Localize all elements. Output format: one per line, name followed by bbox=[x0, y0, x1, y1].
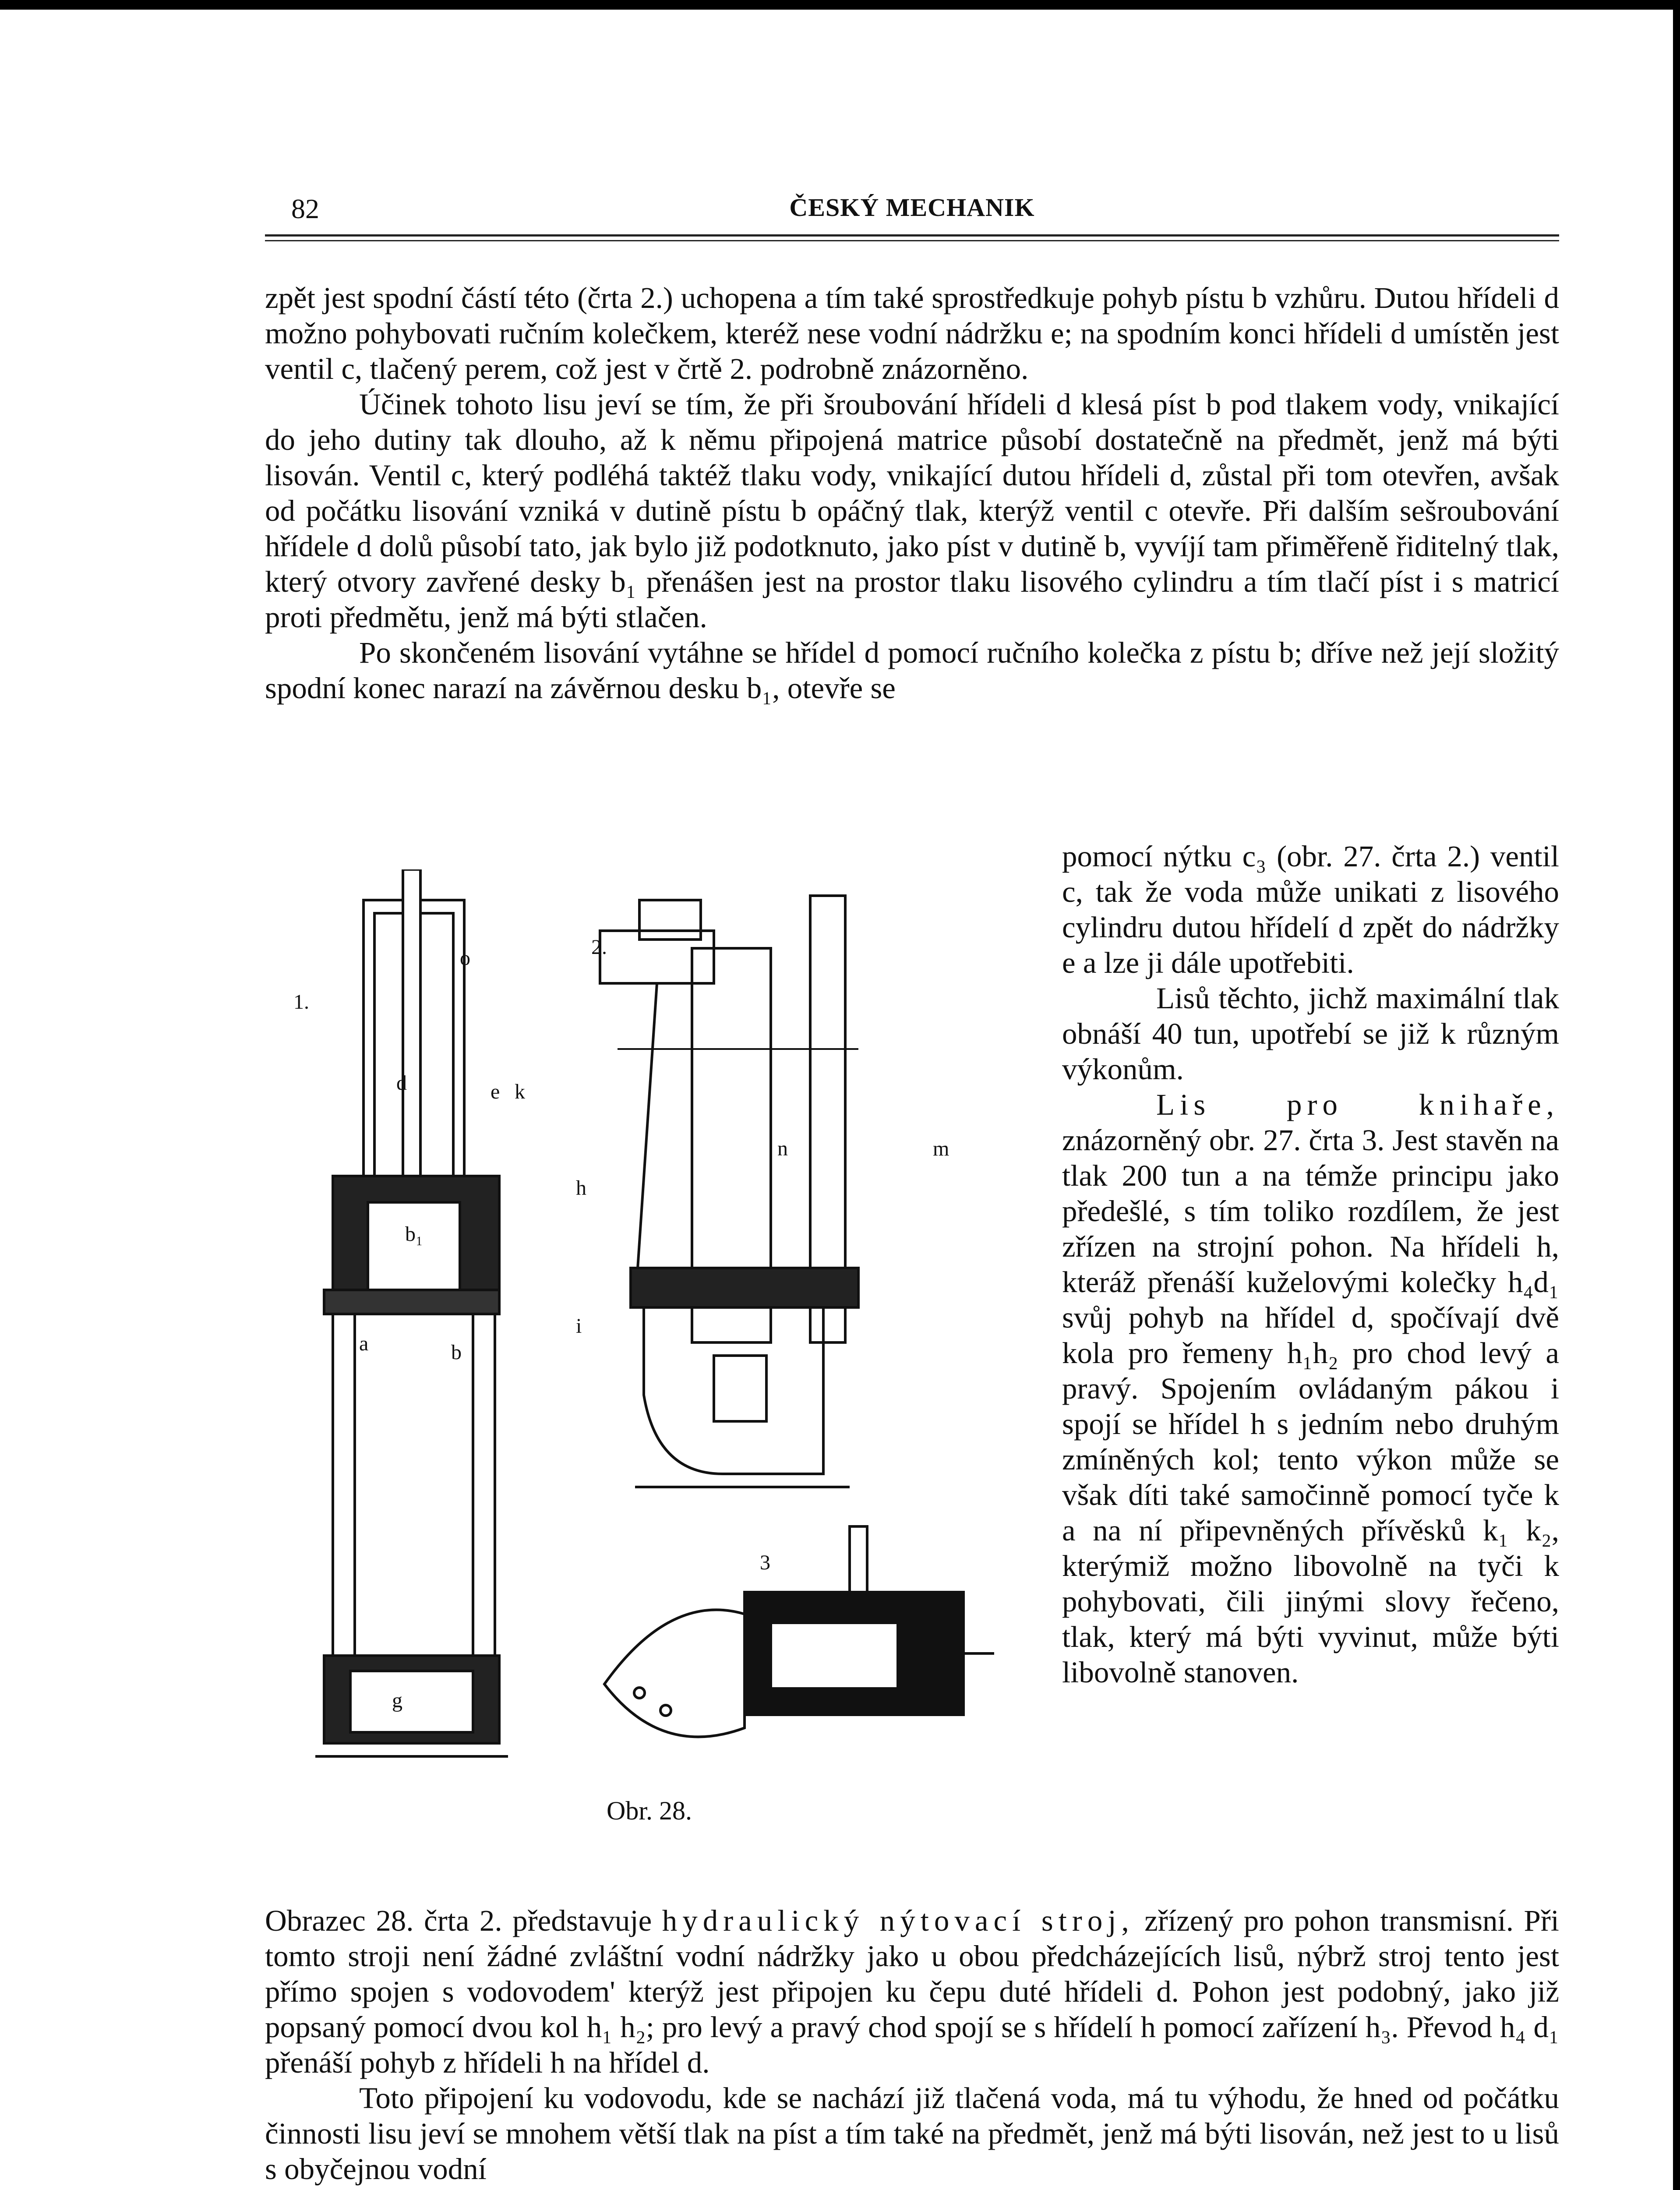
side-paragraph-1: pomocí nýtku c₃ (obr. 27. črta 2.) ventil c, tak že voda může unikati z lisového cylindru dutou hřídelí d zpět do nádržky e a lze ji dále upotřebiti. bbox=[1062, 840, 1559, 979]
sketch-3-bookbinder-press bbox=[604, 1526, 994, 1737]
part-label-d: d bbox=[396, 1071, 407, 1095]
page-number: 82 bbox=[291, 193, 319, 224]
part-label-b: b bbox=[451, 1341, 462, 1364]
side-paragraph-3 bbox=[1062, 1087, 1559, 1690]
page-header bbox=[265, 193, 1559, 228]
paragraph-1: zpět jest spodní částí této (črta 2.) uchopena a tím také sprostředkuje pohyb pístu b vzhůru. Dutou hřídeli d možno pohybovati ručním kolečkem, kteréž nese vodní nádržku e; na spodním konci hřídeli d umístěn jest ventil c, tlačený perem, což jest v črtě 2. podrobně znázorněno. bbox=[265, 281, 1559, 385]
figure-caption: Obr. 28. bbox=[607, 1796, 692, 1825]
part-label-n: n bbox=[777, 1137, 788, 1160]
paragraph-4 bbox=[265, 1903, 1559, 2080]
part-label-g: g bbox=[392, 1689, 402, 1712]
paragraph-4-start: Obrazec 28. črta 2. představuje bbox=[265, 1904, 662, 1937]
part-label-h: h bbox=[576, 1176, 586, 1200]
sketch-1-label: 1. bbox=[293, 990, 309, 1014]
part-label-i: i bbox=[576, 1314, 582, 1338]
header-rule-top bbox=[265, 234, 1559, 237]
paragraph-2: Účinek tohoto lisu jeví se tím, že při šroubování hřídeli d klesá píst b pod tlakem vody, vnikající do jeho dutiny tak dlouho, až k němu připojená matrice působí dostatečně na předmět, jenž má býti lisován. Ventil c, který podléhá taktéž tlaku vody, vnikající dutou hřídeli d, zůstal při tom otevřen, avšak od počátku lisování vzniká v dutině pístu b opáčný tlak, kterýž ventil c otevře. Při dalším sešroubování hřídele d dolů působí tato, jak bylo již podotknuto, jako píst v dutině b, vyvíjí tam přiměřeně řiditelný tlak, který otvory zavřené desky b₁ přenášen jest na prostor tlaku lisového cylindru a tím tlačí píst i s matricí proti předmětu, jenž má býti stlačen. bbox=[265, 388, 1559, 634]
body-text-bottom bbox=[265, 1903, 1559, 2187]
part-label-m: m bbox=[933, 1137, 949, 1160]
scan-edge-right bbox=[1673, 0, 1680, 2190]
part-label-b1: b₁ bbox=[405, 1222, 423, 1246]
paragraph-5: Toto připojení ku vodovodu, kde se nachází již tlačená voda, má tu výhodu, že hned od počátku činnosti lisu jeví se mnohem větší tlak na píst a tím také na předmět, jenž má býti lisován, než jest to u lisů s obyčejnou vodní bbox=[265, 2081, 1559, 2186]
side-paragraph-2: Lisů těchto, jichž maximální tlak obnáší 40 tun, upotřebí se již k různým výkonům. bbox=[1062, 982, 1559, 1086]
scan-edge-top bbox=[0, 0, 1680, 10]
figure-obr-28 bbox=[285, 869, 1038, 1833]
sketch-2-label: 2. bbox=[591, 936, 607, 959]
side-paragraph-3-rest: znázorněný obr. 27. črta 3. Jest stavěn na tlak 200 tun a na témže principu jako předešlé, s tím toliko rozdílem, že jest zřízen na strojní pohon. Na hřídeli h, kteráž přenáší kuželovými kolečky h₄d₁ svůj pohyb na hřídel d, spočívají dvě kola pro řemeny h₁h₂ pro chod levý a pravý. Spojením ovládaným pákou i spojí se hřídel h s jedním nebo druhým zmíněných kol; tento výkon může se však díti také samočinně pomocí tyče k a na ní připevněných přívěsků k₁ k₂, kterýmiž možno libovolně na tyči k pohybovati, čili jinými slovy řečeno, tlak, který má býti vyvinut, může býti libovolně stanoven. bbox=[1062, 1123, 1559, 1689]
sketch-3-label: 3 bbox=[760, 1551, 770, 1574]
paragraph-4-end: zřízený pro pohon transmisní. Při tomto stroji není žádné zvláštní vodní nádržky jako u obou předcházejících lisů, nýbrž stroj tento jest přímo spojen s vodovodem' kterýž jest připojen ku čepu duté hřídeli d. Pohon jest podobný, jako již popsaný pomocí dvou kol h₁ h₂; pro levý a pravý chod spojí se s hřídelí h pomocí zařízení h₃. Převod h₄ d₁ přenáší pohyb z hřídeli h na hřídel d. bbox=[265, 1904, 1559, 2079]
paragraph-3: Po skončeném lisování vytáhne se hřídel d pomocí ručního kolečka z pístu b; dříve než její složitý spodní konec narazí na závěrnou desku b₁, otevře se bbox=[265, 636, 1559, 705]
part-label-o: o bbox=[460, 947, 470, 970]
sketch-1-press bbox=[315, 869, 508, 1756]
part-label-a: a bbox=[359, 1332, 369, 1355]
side-column-text bbox=[1062, 839, 1559, 1690]
part-label-k: k bbox=[515, 1080, 525, 1103]
part-label-e: e bbox=[491, 1080, 500, 1103]
running-head: ČESKÝ MECHANIK bbox=[789, 193, 1035, 222]
term-hydraulic-riveter: hydraulický nýtovací stroj, bbox=[662, 1904, 1134, 1937]
body-text-top bbox=[265, 280, 1559, 706]
sketch-2-riveter bbox=[600, 896, 858, 1487]
header-rule-bottom bbox=[265, 240, 1559, 241]
term-bookbinder-press: Lis pro knihaře, bbox=[1156, 1088, 1559, 1121]
